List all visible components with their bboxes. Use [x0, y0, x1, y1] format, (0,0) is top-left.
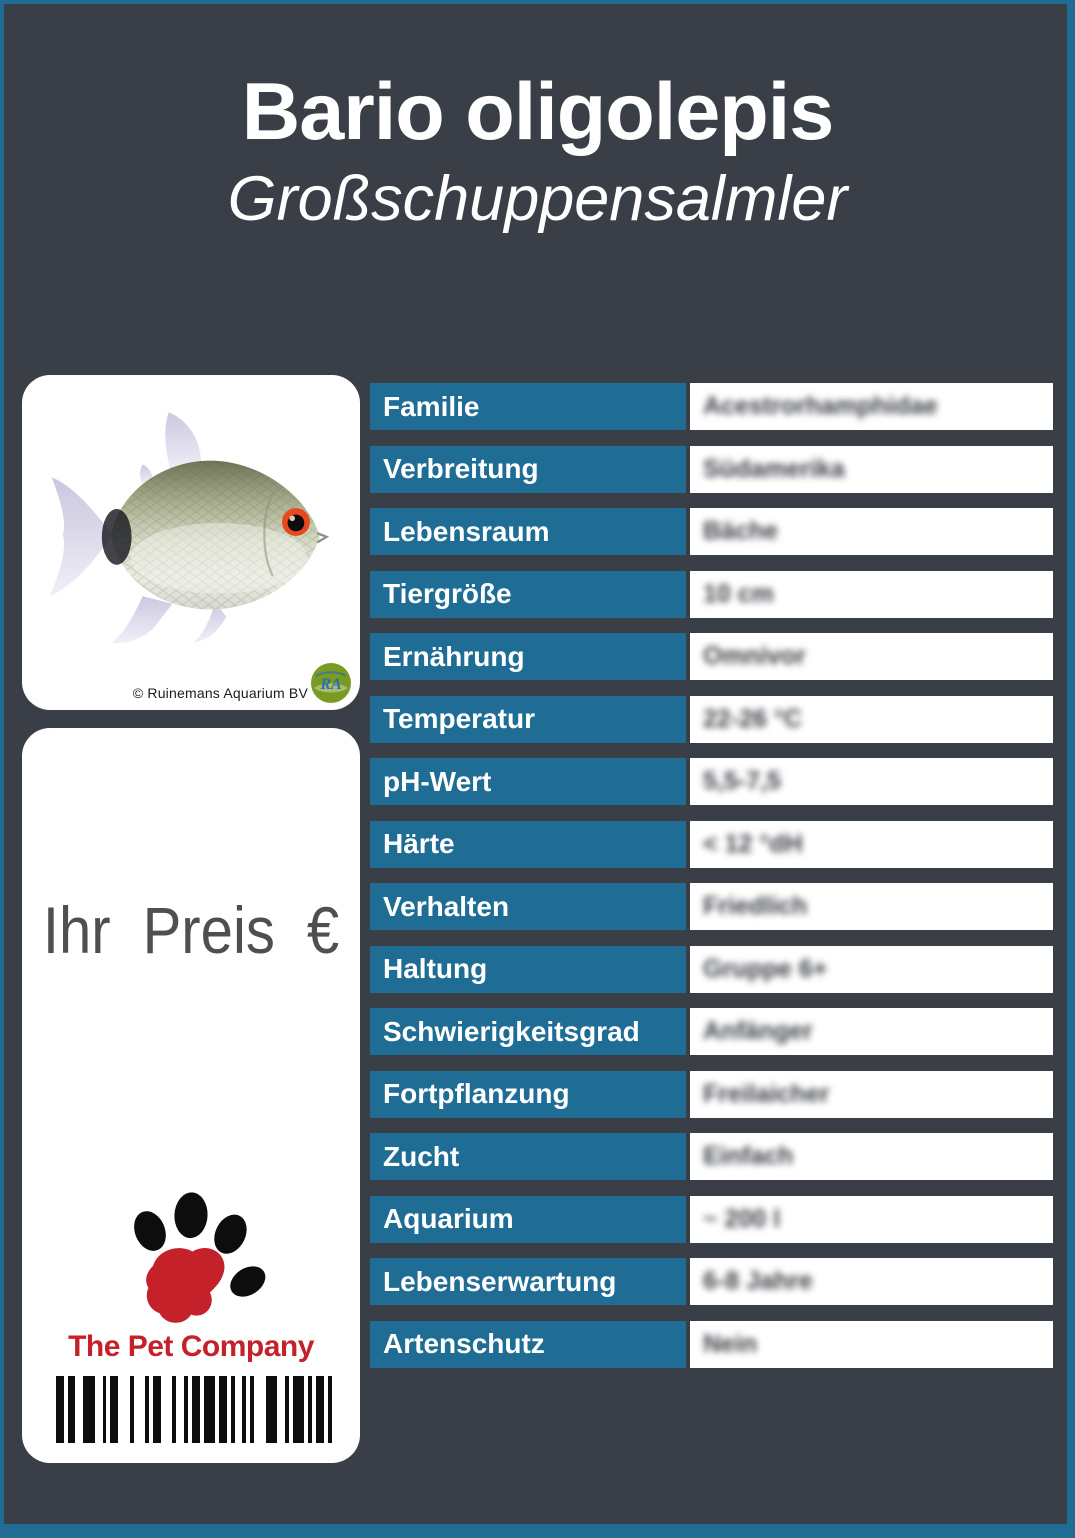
- row-value-text: ~ 200 l: [703, 1204, 781, 1233]
- row-value: [690, 446, 1053, 493]
- table-row: [370, 383, 1053, 430]
- table-row: [370, 1196, 1053, 1243]
- barcode-space: [277, 1376, 285, 1443]
- barcode-space: [134, 1376, 146, 1443]
- row-value-text: 22-26 °C: [703, 704, 802, 733]
- barcode-bar: [68, 1376, 76, 1443]
- row-label: Temperatur: [370, 696, 686, 743]
- row-value: [690, 1133, 1053, 1180]
- row-value-text: Freilaicher: [703, 1079, 830, 1108]
- barcode-space: [176, 1376, 184, 1443]
- row-value-text: Einfach: [703, 1142, 794, 1170]
- barcode-bar: [110, 1376, 118, 1443]
- price-label: Ihr Preis €: [42, 893, 340, 967]
- row-label: Tiergröße: [370, 571, 686, 618]
- table-row: [370, 633, 1053, 680]
- row-label: Schwierigkeitsgrad: [370, 1008, 686, 1055]
- svg-text:RA: RA: [320, 676, 342, 693]
- paw-icon: [111, 1190, 271, 1332]
- barcode-bar: [219, 1376, 227, 1443]
- row-value-text: Nein: [703, 1329, 758, 1358]
- row-value-text: Gruppe 6+: [703, 954, 828, 983]
- table-row: [370, 696, 1053, 743]
- row-value: [690, 571, 1053, 618]
- table-row: [370, 1321, 1053, 1368]
- table-row: [370, 1008, 1053, 1055]
- row-value-text: Acestrorhamphidae: [703, 392, 938, 420]
- row-value: [690, 883, 1053, 930]
- fish-photo-card: [22, 375, 360, 710]
- barcode-bar: [83, 1376, 95, 1443]
- barcode-bar: [192, 1376, 200, 1443]
- row-value-text: Südamerika: [703, 454, 845, 483]
- row-value: [690, 508, 1053, 555]
- table-row: [370, 446, 1053, 493]
- table-row: [370, 758, 1053, 805]
- barcode-bar: [56, 1376, 64, 1443]
- table-row: [370, 946, 1053, 993]
- row-value: [690, 383, 1053, 430]
- row-value-text: 6-8 Jahre: [703, 1267, 813, 1295]
- barcode-bar: [266, 1376, 278, 1443]
- row-value: [690, 1258, 1053, 1305]
- row-label: Ernährung: [370, 633, 686, 680]
- barcode-space: [254, 1376, 266, 1443]
- row-label: Zucht: [370, 1133, 686, 1180]
- row-label: Fortpflanzung: [370, 1071, 686, 1118]
- row-label: pH-Wert: [370, 758, 686, 805]
- barcode-space: [95, 1376, 103, 1443]
- table-row: [370, 1133, 1053, 1180]
- barcode-bar: [293, 1376, 305, 1443]
- row-value-text: Omnivor: [703, 642, 806, 670]
- barcode-bar: [328, 1376, 332, 1443]
- row-value-text: Friedlich: [703, 892, 808, 920]
- row-value: [690, 758, 1053, 805]
- row-value: [690, 1008, 1053, 1055]
- spec-table: [370, 383, 1053, 1383]
- brand-name: The Pet Company: [68, 1330, 314, 1363]
- row-value: [690, 1071, 1053, 1118]
- barcode-bar: [204, 1376, 216, 1443]
- species-common-name: Großschuppensalmler: [227, 164, 848, 234]
- row-label: Verbreitung: [370, 446, 686, 493]
- row-value-text: 5,5-7,5: [703, 767, 781, 795]
- row-label: Familie: [370, 383, 686, 430]
- row-label: Lebensraum: [370, 508, 686, 555]
- barcode-bar: [153, 1376, 161, 1443]
- row-value: [690, 1196, 1053, 1243]
- table-row: [370, 508, 1053, 555]
- row-value-text: 10 cm: [703, 579, 774, 608]
- row-label: Verhalten: [370, 883, 686, 930]
- barcode-bar: [316, 1376, 324, 1443]
- row-label: Lebenserwartung: [370, 1258, 686, 1305]
- row-value: [690, 946, 1053, 993]
- row-label: Aquarium: [370, 1196, 686, 1243]
- price-card: [22, 728, 360, 1463]
- row-value-text: Anfänger: [703, 1017, 813, 1045]
- row-value: [690, 821, 1053, 868]
- barcode-space: [235, 1376, 243, 1443]
- barcode-space: [75, 1376, 83, 1443]
- table-row: [370, 571, 1053, 618]
- barcode-space: [161, 1376, 173, 1443]
- table-row: [370, 1258, 1053, 1305]
- row-value-text: < 12 °dH: [703, 829, 803, 858]
- fish-photo: [28, 405, 354, 665]
- table-row: [370, 883, 1053, 930]
- barcode-space: [118, 1376, 130, 1443]
- photo-credit: © Ruinemans Aquarium BV: [132, 685, 308, 701]
- row-value: [690, 633, 1053, 680]
- table-row: [370, 1071, 1053, 1118]
- barcode: [56, 1376, 332, 1443]
- row-value: [690, 696, 1053, 743]
- table-row: [370, 821, 1053, 868]
- species-scientific-name: Bario oligolepis: [241, 67, 834, 157]
- row-label: Artenschutz: [370, 1321, 686, 1368]
- row-value: [690, 1321, 1053, 1368]
- row-label: Haltung: [370, 946, 686, 993]
- row-label: Härte: [370, 821, 686, 868]
- row-value-text: Bäche: [703, 517, 779, 545]
- ruinemans-logo-icon: [310, 662, 352, 704]
